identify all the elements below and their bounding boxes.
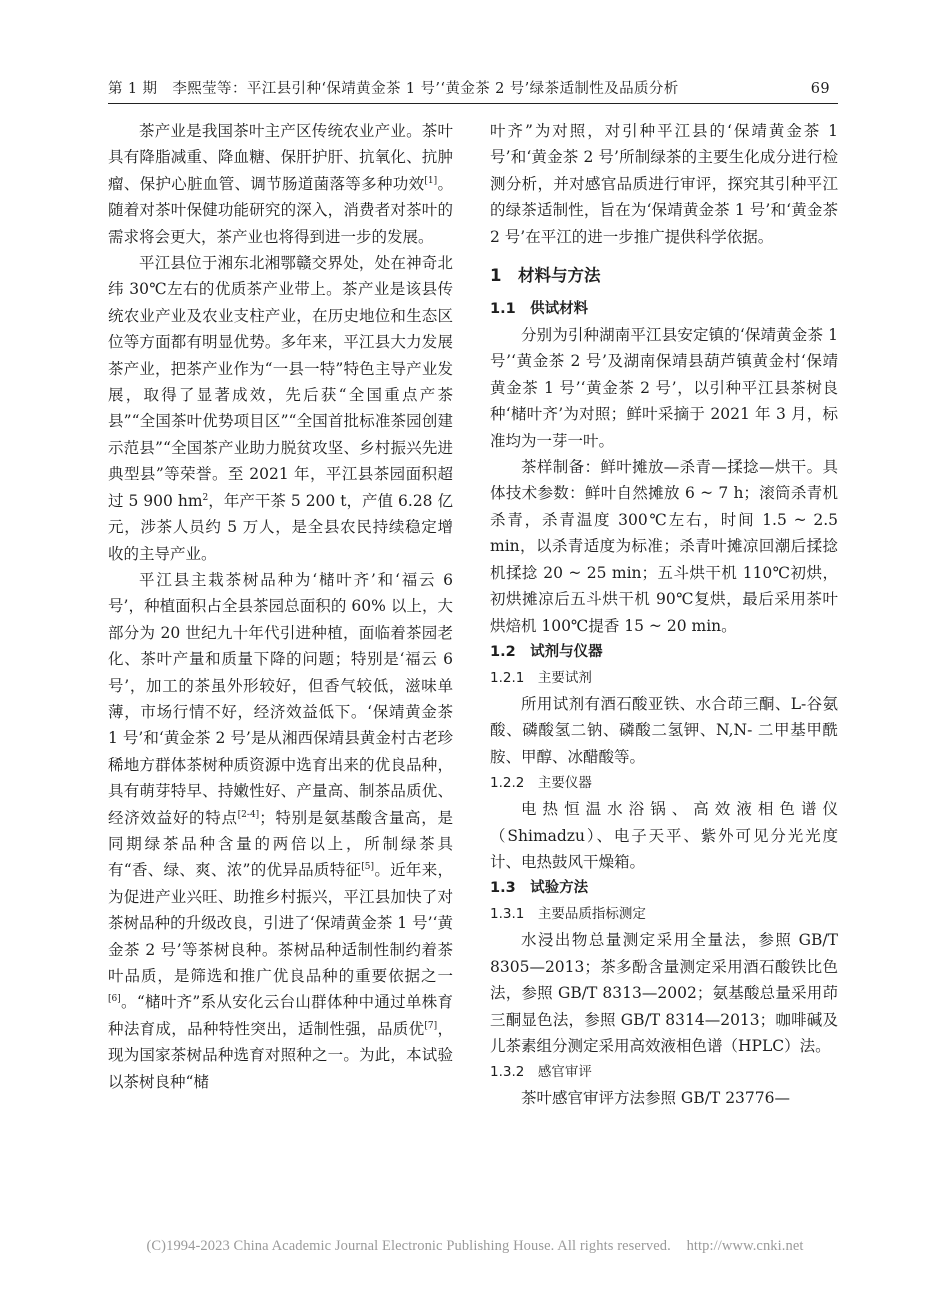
section-heading-1-3-2: 1.3.2 感官审评 (490, 1064, 592, 1081)
header-issue: 第 1 期 (108, 81, 158, 97)
left-column (108, 118, 453, 1095)
citation[interactable]: [6] (108, 994, 121, 1005)
paragraph-intro: 茶产业是我国茶叶主产区传统农业产业。茶叶具有降脂减重、降血糖、保肝护肝、抗氧化、抗肿瘤、保护心脏血管、调节肠道菌落等多种功效[1]。随着对茶叶保健功能研究的深入，消费者对茶叶的需求将会更大，茶产业也将得到进一步的发展。 (108, 122, 453, 246)
paragraph-instruments: 电热恒温水浴锅、高效液相色谱仪（Shimadzu）、电子天平、紫外可见分光光度计、电热鼓风干燥箱。 (490, 800, 838, 871)
running-header (108, 78, 838, 104)
paragraph-continued: 叶齐”为对照，对引种平江县的‘保靖黄金茶 1 号’和‘黄金茶 2 号’所制绿茶的主要生化成分进行检测分析，并对感官品质进行审评，探究其引种平江的绿茶适制性，旨在为‘保靖黄金茶 1 号’和‘黄金茶 2 号’在平江的进一步推广提供科学依据。 (490, 122, 838, 246)
paragraph-reagents: 所用试剂有酒石酸亚铁、水合茚三酮、L-谷氨酸、磷酸氢二钠、磷酸二氢钾、N,N- 二甲基甲酰胺、甲醇、冰醋酸等。 (490, 694, 838, 766)
header-title: 李熙莹等：平江县引种‘保靖黄金茶 1 号’‘黄金茶 2 号’绿茶适制性及品质分析 (172, 81, 679, 97)
citation[interactable]: [5] (361, 862, 375, 873)
section-heading-1: 1 材料与方法 (490, 266, 601, 286)
paragraph-pingjiang: 平江县位于湘东北湘鄂赣交界处，处在神奇北纬 30℃左右的优质茶产业带上。茶产业是该县传统农业产业及农业支柱产业，在历史地位和生态区位等方面都有明显优势。多年来，平江县大力发展茶产业，把茶产业作为“一县一特”特色主导产业发展，取得了显著成效，先后获“全国重点产茶县”“全国茶叶优势项目区”“全国首批标准茶园创建示范县”“全国茶产业助力脱贫攻坚、乡村振兴先进典型县”等荣誉。至 2021 年，平江县茶园面积超过 5 900 $hm^2$，年产干茶 5 200 t，产值 6.28 亿元，涉茶人员约 5 万人，是全县农民持续稳定增收的主导产业。 (108, 254, 453, 563)
superscript-2: 2 (202, 492, 209, 503)
citation[interactable]: [2-4] (237, 809, 260, 820)
citation[interactable]: [1] (424, 175, 438, 186)
paragraph-processing: 茶样制备：鲜叶摊放—杀青—揉捻—烘干。具体技术参数：鲜叶自然摊放 6 ~ 7 h；滚筒杀青机杀青，杀青温度 300℃左右，时间 1.5 ~ 2.5 min，以杀青适度为标准；杀青叶摊凉回潮后揉捻机揉捻 20 ~ 25 min；五斗烘干机 110℃初烘，初烘摊凉后五斗烘干机 90℃复烘，最后采用茶叶烘焙机 100℃提香 15 ~ 20 min。 (490, 458, 838, 635)
paragraph-varieties: 平江县主栽茶树品种为‘槠叶齐’和‘福云 6 号’，种植面积占全县茶园总面积的 60% 以上，大部分为 20 世纪九十年代引进种植，面临着茶园老化、茶叶产量和质量下降的问题；特别是‘福云 6 号’，加工的茶虽外形较好，但香气较低，滋味单薄，市场行情不好，经济效益低下。‘保靖黄金茶 1 号’和‘黄金茶 2 号’是从湘西保靖县黄金村古老珍稀地方群体茶树种质资源中选育出来的优良品种，具有萌芽特早、持嫩性好、产量高、制茶品质优、经济效益好的特点[2-4]；特别是氨基酸含量高，是同期绿茶品种含量的两倍以上，所制绿茶具有“香、绿、爽、浓”的优异品质特征[5]。近年来，为促进产业兴旺、助推乡村振兴，平江县加快了对茶树品种的升级改良，引进了‘保靖黄金茶 1 号’‘黄金茶 2 号’等茶树良种。茶树品种适制性制约着茶叶品质，是筛选和推广优良品种的重要依据之一[6]。“槠叶齐”系从安化云台山群体种中通过单株育种法育成，品种特性突出，适制性强，品质优[7]，现为国家茶树品种选育对照种之一。为此，本试验以茶树良种“槠 (108, 570, 453, 1091)
paragraph-sensory: 茶叶感官审评方法参照 GB/T 23776— (521, 1089, 790, 1108)
section-heading-1-2: 1.2 试剂与仪器 (490, 643, 603, 660)
section-heading-1-3: 1.3 试验方法 (490, 880, 589, 897)
section-heading-1-1: 1.1 供试材料 (490, 301, 589, 318)
header-issue-title (108, 78, 679, 100)
section-heading-1-3-1: 1.3.1 主要品质指标测定 (490, 906, 646, 923)
citation[interactable]: [7] (424, 1020, 438, 1031)
footer-watermark (38, 1238, 912, 1255)
copyright-text: (C)1994-2023 China Academic Journal Electronic Publishing House. All rights reserved. (146, 1238, 671, 1254)
section-heading-1-2-2: 1.2.2 主要仪器 (490, 775, 592, 792)
page-number: 69 (810, 81, 830, 97)
paragraph-materials: 分别为引种湖南平江县安定镇的‘保靖黄金茶 1 号’‘黄金茶 2 号’及湖南保靖县葫芦镇黄金村‘保靖黄金茶 1 号’‘黄金茶 2 号’，以引种平江县茶树良种‘槠叶齐’为对照；鲜叶采摘于 2021 年 3 月，标准均为一芽一叶。 (490, 326, 838, 450)
section-heading-1-2-1: 1.2.1 主要试剂 (490, 669, 592, 686)
cnki-link[interactable]: http://www.cnki.net (686, 1238, 804, 1254)
paragraph-methods: 水浸出物总量测定采用全量法，参照 GB/T 8305—2013；茶多酚含量测定采用酒石酸铁比色法，参照 GB/T 8313—2002；氨基酸总量采用茚三酮显色法，参照 GB/T 8314—2013；咖啡碱及儿茶素组分测定采用高效液相色谱（HPLC）法。 (490, 931, 838, 1055)
right-column (490, 118, 838, 1112)
